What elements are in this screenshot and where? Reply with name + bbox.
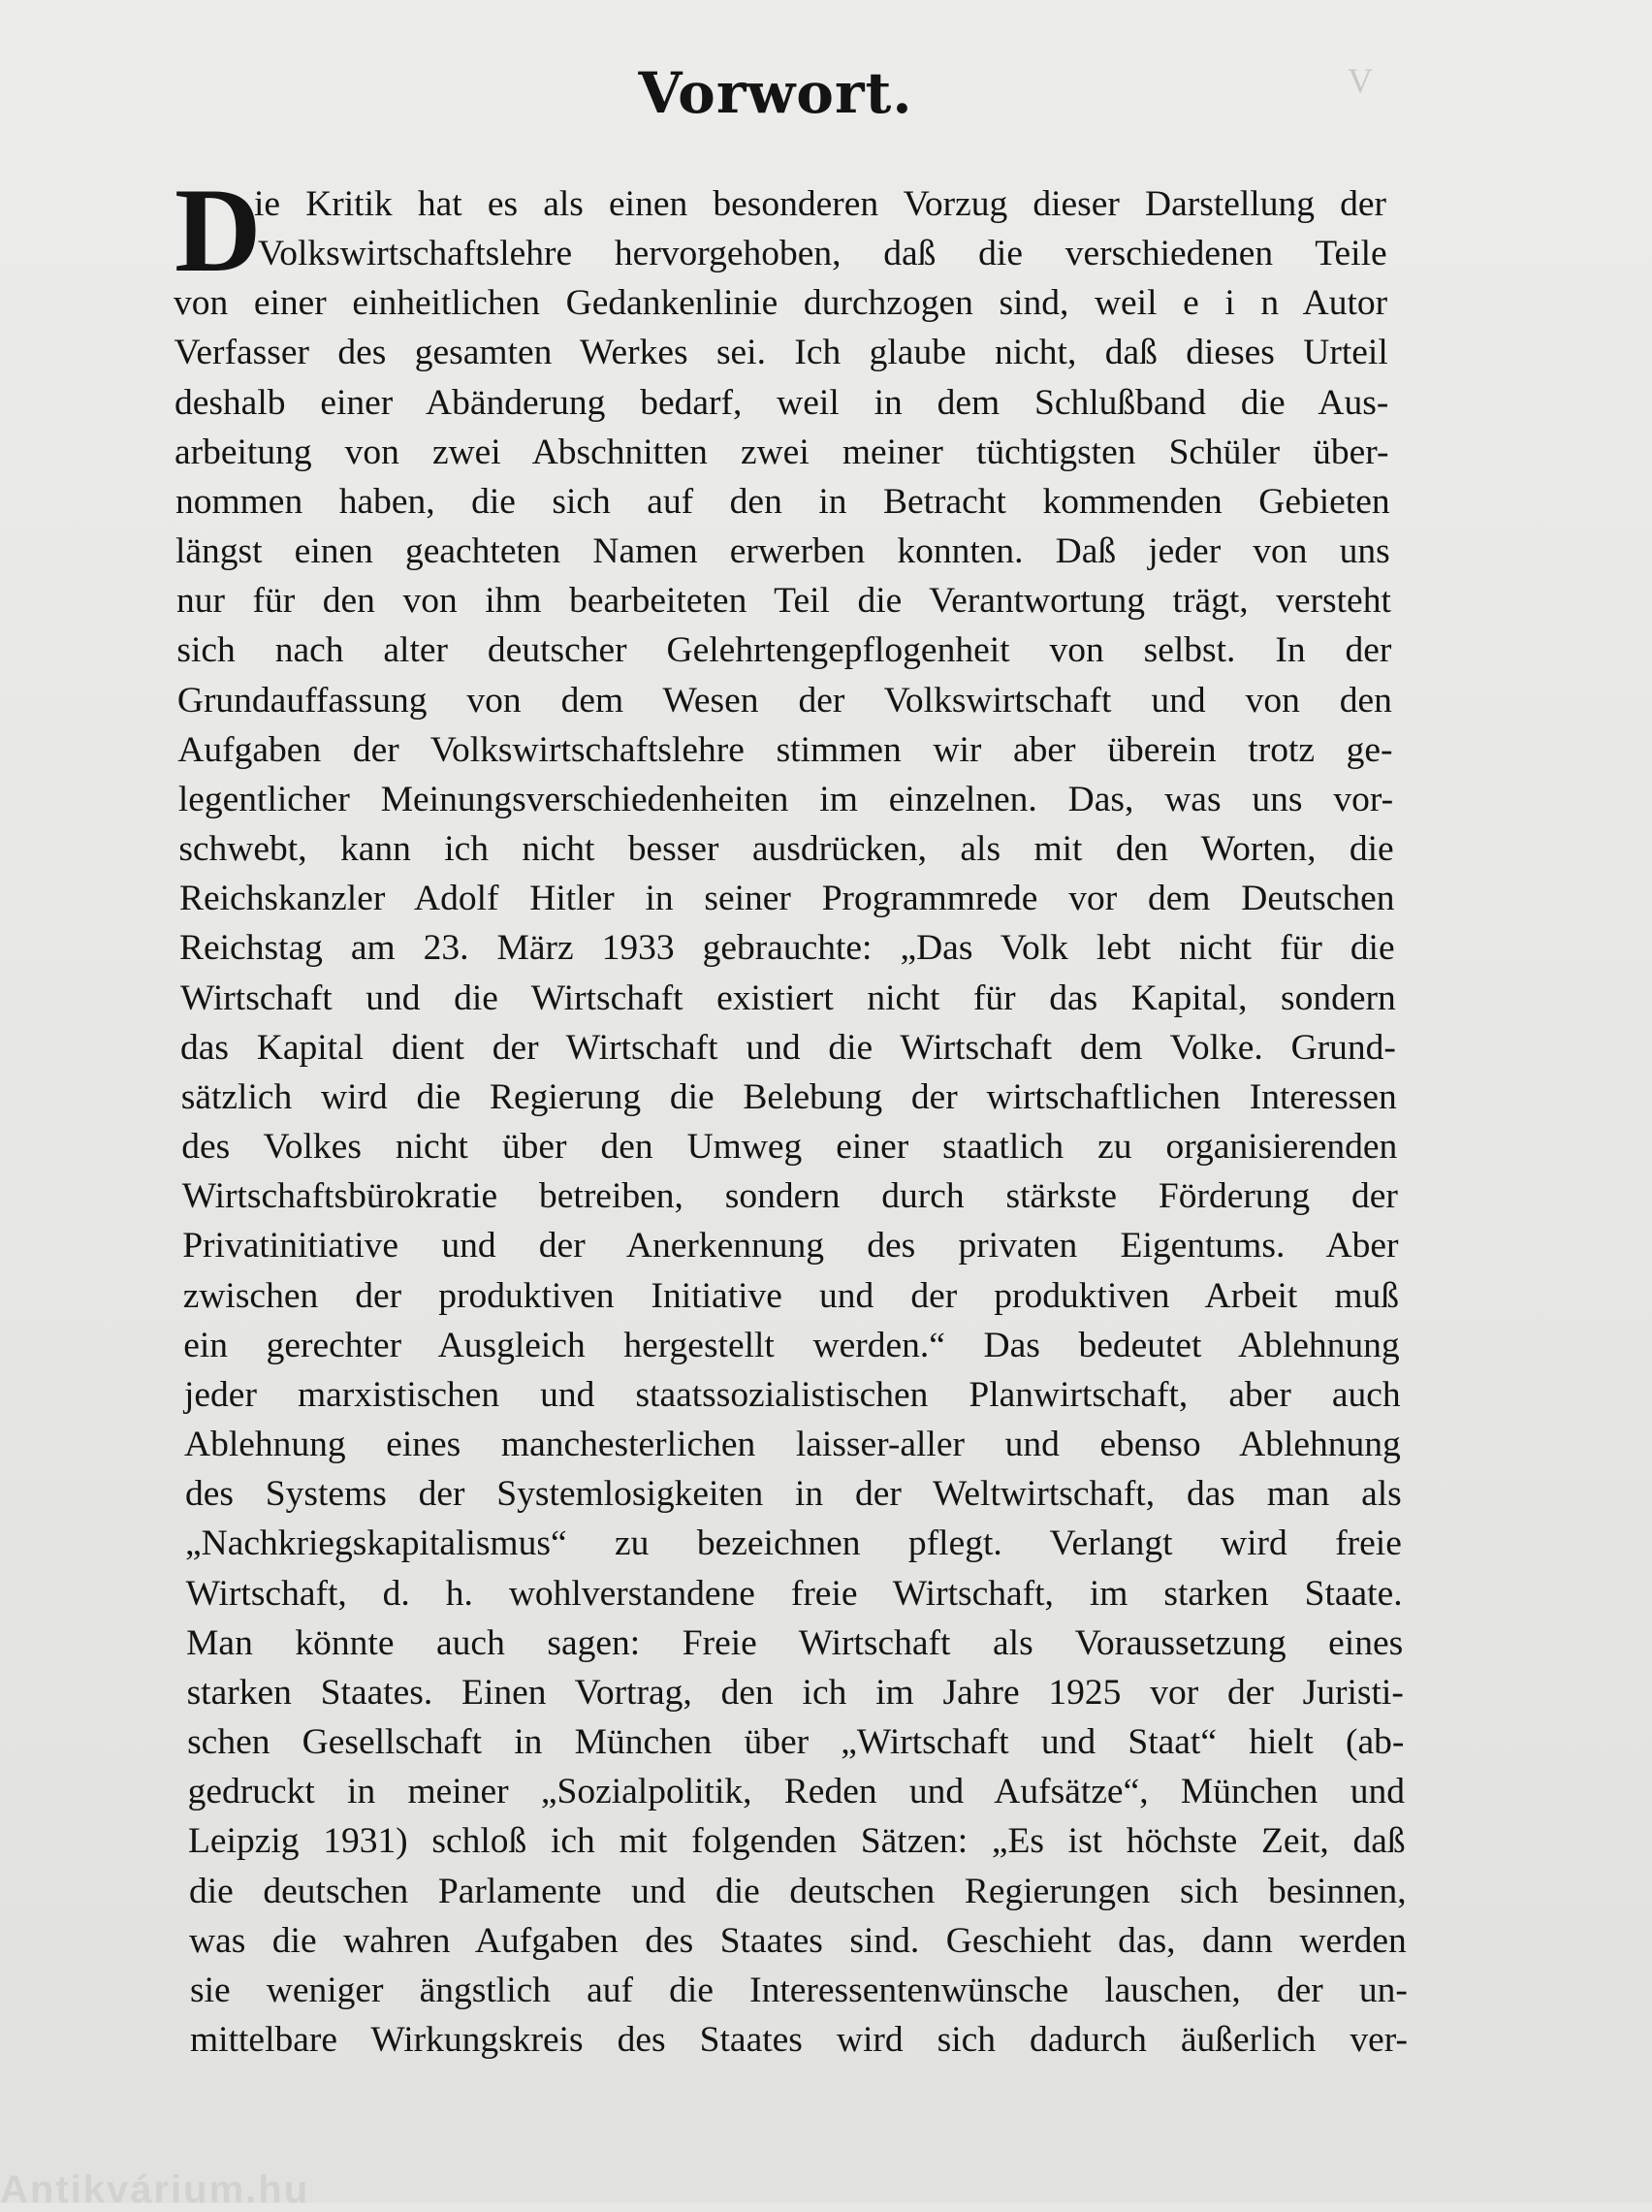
text-line: deshalb einer Abänderung bedarf, weil in dem Schlußband die Aus- xyxy=(174,382,1389,423)
text-line: die deutschen Parlamente und die deutschen Regierungen sich besinnen, xyxy=(188,1871,1407,1911)
text-line: mittelbare Wirkungskreis des Staates wird sich dadurch äußerlich ver- xyxy=(190,2020,1408,2060)
text-line: von einer einheitlichen Gedankenlinie durchzogen sind, weil e i n Autor xyxy=(173,283,1388,324)
text-line: schen Gesellschaft in München über „Wirtschaft und Staat“ hielt (ab- xyxy=(187,1722,1405,1763)
text-line: Wirtschaft und die Wirtschaft existiert nicht für das Kapital, sondern xyxy=(179,978,1396,1018)
text-line: schwebt, kann ich nicht besser ausdrücken, als mit den Worten, die xyxy=(178,829,1394,870)
text-line: nur für den von ihm bearbeiteten Teil die Verantwortung trägt, versteht xyxy=(175,581,1391,622)
text-line: Ablehnung eines manchesterlichen laisser-aller und ebenso Ablehnung xyxy=(184,1425,1401,1465)
text-line: Man könnte auch sagen: Freie Wirtschaft als Voraussetzung eines xyxy=(186,1622,1404,1663)
text-line: Aufgaben der Volkswirtschaftslehre stimmen wir aber überein trotz ge- xyxy=(177,729,1393,770)
text-line: sie weniger ängstlich auf die Interessentenwünsche lauschen, der un- xyxy=(189,1970,1408,2010)
text-line: arbeitung von zwei Abschnitten zwei meiner tüchtigsten Schüler über- xyxy=(175,432,1389,472)
text-line: ein gerechter Ausgleich hergestellt werden.“ Das bedeutet Ablehnung xyxy=(183,1325,1400,1365)
text-line: Wirtschaftsbürokratie betreiben, sondern durch stärkste Förderung der xyxy=(181,1176,1398,1217)
margin-mark: V xyxy=(1348,61,1373,100)
text-line: Leipzig 1931) schloß ich mit folgenden Sätzen: „Es ist höchste Zeit, daß xyxy=(188,1821,1406,1862)
text-line: Grundauffassung von dem Wesen der Volkswirtschaft und von den xyxy=(176,680,1392,721)
watermark: Antikvárium.hu xyxy=(0,2168,310,2211)
text-line: sätzlich wird die Regierung die Belebung der wirtschaftlichen Interessen xyxy=(180,1076,1397,1117)
text-line: Reichstag am 23. März 1933 gebrauchte: „Das Volk lebt nicht für die xyxy=(179,928,1395,969)
text-line: „Nachkriegskapitalismus“ zu bezeichnen pflegt. Verlangt wird freie xyxy=(185,1523,1402,1564)
text-line: ie Kritik hat es als einen besonderen Vorzug dieser Darstellung der xyxy=(254,184,1386,224)
text-line: längst einen geachteten Namen erwerben konnten. Daß jeder von uns xyxy=(175,531,1391,572)
drop-cap: D xyxy=(175,164,262,297)
text-line: Wirtschaft, d. h. wohlverstandene freie Wirtschaft, im starken Staate. xyxy=(185,1573,1403,1614)
text-line: das Kapital dient der Wirtschaft und die Wirtschaft dem Volke. Grund- xyxy=(180,1027,1397,1068)
text-line: gedruckt in meiner „Sozialpolitik, Reden und Aufsätze“, München und xyxy=(187,1772,1406,1812)
text-line: jeder marxistischen und staatssozialistischen Planwirtschaft, aber auch xyxy=(183,1374,1401,1415)
text-line: Privatinitiative und der Anerkennung des privaten Eigentums. Aber xyxy=(182,1226,1399,1266)
text-line: Verfasser des gesamten Werkes sei. Ich glaube nicht, daß dieses Urteil xyxy=(174,333,1388,373)
text-line: sich nach alter deutscher Gelehrtengepflogenheit von selbst. In der xyxy=(176,630,1392,671)
page-title: Vorwort. xyxy=(638,60,913,126)
text-line: des Systems der Systemlosigkeiten in der Weltwirtschaft, das man als xyxy=(184,1474,1402,1515)
text-line: nommen haben, die sich auf den in Betracht kommenden Gebieten xyxy=(175,481,1390,522)
text-line: des Volkes nicht über den Umweg einer staatlich zu organisierenden xyxy=(181,1127,1398,1168)
text-line: starken Staates. Einen Vortrag, den ich im Jahre 1925 vor der Juristi- xyxy=(186,1672,1404,1713)
text-line: was die wahren Aufgaben des Staates sind. Geschieht das, dann werden xyxy=(189,1920,1407,1961)
text-line: Reichskanzler Adolf Hitler in seiner Programmrede vor dem Deutschen xyxy=(178,879,1395,919)
text-line: Volkswirtschaftslehre hervorgehoben, daß die verschiedenen Teile xyxy=(258,234,1387,274)
text-line: legentlicher Meinungsverschiedenheiten im einzelnen. Das, was uns vor- xyxy=(177,779,1394,819)
text-line: zwischen der produktiven Initiative und der produktiven Arbeit muß xyxy=(182,1275,1400,1316)
